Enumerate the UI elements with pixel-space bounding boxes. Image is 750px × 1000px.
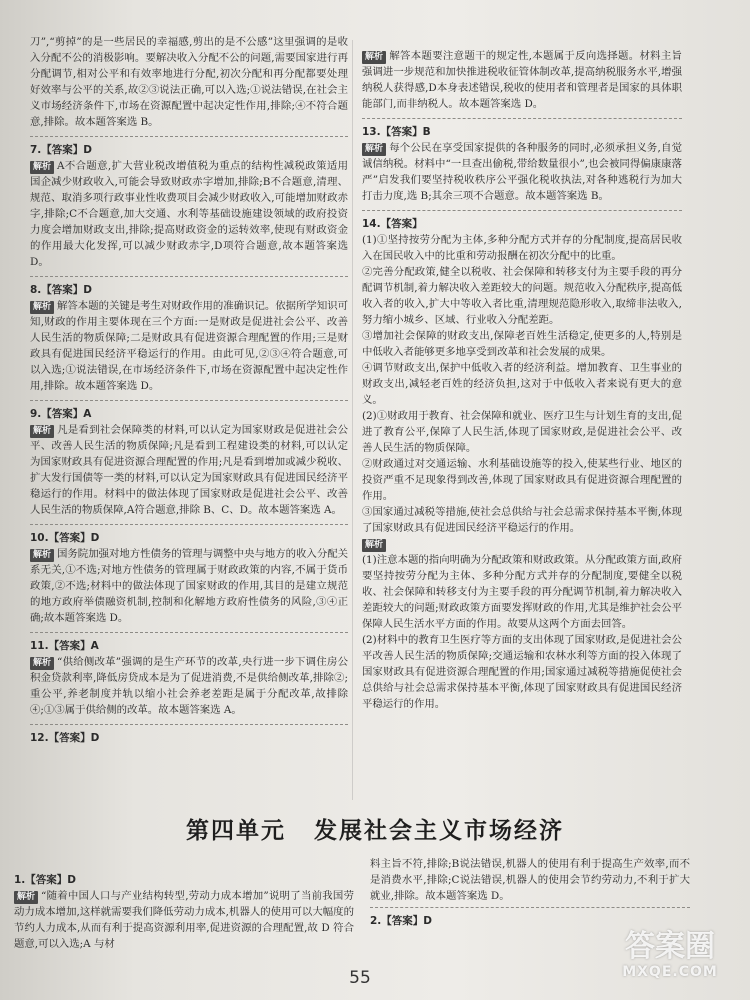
right-column bbox=[362, 48, 682, 718]
answer-14-item: ④调节财政支出,保护中低收入者的经济利益。增加教育、卫生事业的财政支出,减轻老百姓的经济负担,这对于中低收入者来说有更大的意义。 bbox=[362, 362, 682, 406]
intro-paragraph bbox=[30, 34, 348, 130]
separator bbox=[362, 210, 682, 211]
bottom-left-column bbox=[14, 872, 354, 952]
separator bbox=[30, 400, 348, 401]
question-11 bbox=[30, 638, 348, 718]
answer-9: 9.【答案】A bbox=[30, 408, 92, 420]
analysis-tag: 解析 bbox=[30, 425, 54, 438]
question-7 bbox=[30, 142, 348, 270]
question-9 bbox=[30, 406, 348, 518]
analysis-12-block bbox=[362, 48, 682, 112]
answer-14-item: ②财政通过对交通运输、水利基础设施等的投入,使某些行业、地区的投资严重不足现象得到改善,体现了国家财政具有促进资源合理配置的作用。 bbox=[362, 458, 682, 502]
separator bbox=[370, 907, 690, 908]
page-number: 55 bbox=[349, 968, 371, 988]
question-10 bbox=[30, 530, 348, 626]
analysis-9 bbox=[30, 422, 348, 518]
analysis-1-continuation: 料主旨不符,排除;B说法错误,机器人的使用有利于提高生产效率,而不是消费水平,排除;C说法错误,机器人的使用会节约劳动力,不利于扩大就业,排除。故本题答案选 D。 bbox=[370, 858, 690, 902]
answer-7: 7.【答案】D bbox=[30, 144, 93, 156]
answer-13: 13.【答案】B bbox=[362, 126, 431, 138]
answer-11: 11.【答案】A bbox=[30, 640, 99, 652]
watermark-url: MXQE.COM bbox=[622, 964, 718, 980]
analysis-11-text: “供给侧改革”强调的是生产环节的改革,央行进一步下调住房公积金贷款利率,降低房贷成本是为了促进消费,不是供给侧改革,排除②;重公平,养老制度并轨以缩小社会养老差距是属于分配改革,故排除④;①③属于供给侧的改革。故本题答案选 A。 bbox=[30, 656, 348, 716]
analysis-1-text: “随着中国人口与产业结构转型,劳动力成本增加”说明了当前我国劳动力成本增加,这样就需要我们降低劳动力成本,机器人的使用可以大幅度的节约人力成本,从而有利于提高资源利用率,促进资源的合理配置,故 D 符合题意,可以入选;A 与材 bbox=[14, 890, 354, 950]
analysis-13-text: 每个公民在享受国家提供的各种服务的同时,必须承担义务,自觉诚信纳税。材料中“一旦查出偷税,带给数量很小”,也会被同得偏康康落严”启发我们要坚持税收秩序公平强化税收执法,对各种逃税行为加大打击力度,选 B;其余三项不合题意。故本题答案选 B。 bbox=[362, 142, 682, 202]
separator bbox=[30, 524, 348, 525]
question-14 bbox=[362, 216, 682, 712]
question-8 bbox=[30, 282, 348, 394]
separator bbox=[30, 276, 348, 277]
unit-prefix: 第四单元 bbox=[186, 818, 286, 844]
answer-14-item: (2)①财政用于教育、社会保障和就业、医疗卫生与计划生育的支出,促进了教育公平,保障了人民生活,体现了国家财政,是促进社会公平、改善人民生活的物质保障。 bbox=[362, 410, 682, 454]
analysis-14-item: (2)材料中的教育卫生医疗等方面的支出体现了国家财政,是促进社会公平改善人民生活的物质保障;交通运输和农林水利等方面的投入体现了国家财政具有促进资源合理配置的作用;国家通过减税等措施促使社会总供给与社会总需求保持基本平衡,体现了国家财政具有促进国民经济平稳运行的作用。 bbox=[362, 634, 682, 710]
analysis-14-label bbox=[362, 536, 682, 552]
separator bbox=[30, 724, 348, 725]
analysis-9-text: 凡是看到社会保障类的材料,可以认定为国家财政是促进社会公平、改善人民生活的物质保障;凡是看到工程建设类的材料,可以认定为国家财政具有促进资源合理配置的作用;凡是看到增加或减少税收、扩大发行国债等一类的材料,可以认定为国家财政具有促进国民经济平稳运行的作用。材料中的做法体现了国家财政是促进社会公平、改善人民生活的物质保障,A符合题意,排除 B、C、D。故本题答案选 A。 bbox=[30, 424, 348, 516]
analysis-12 bbox=[362, 48, 682, 112]
bottom-right-column bbox=[370, 856, 690, 929]
answer-14-item: (1)①坚持按劳分配为主体,多种分配方式并存的分配制度,提高居民收入在国民收入中的比重和劳动报酬在初次分配中的比重。 bbox=[362, 234, 682, 262]
analysis-tag: 解析 bbox=[362, 143, 386, 156]
analysis-12-text: 解答本题要注意题干的规定性,本题属于反向选择题。材料主旨强调进一步规范和加快推进税收征管体制改革,提高纳税服务水平,增强纳税人获得感,D本身表述错误,税收的使用者和管理者是国家的具体职能部门,而非纳税人。故本题答案选 D。 bbox=[362, 50, 682, 110]
watermark-text: 答案圈 bbox=[625, 929, 715, 964]
column-divider bbox=[352, 40, 353, 800]
analysis-10-text: 国务院加强对地方性债务的管理与调整中央与地方的收入分配关系无关,①不选;对地方性债务的管理属于财政政策的内容,不属于货币政策,②不选;材料中的做法体现了国家财政的作用,其目的是建立规范的地方政府举债融资机制,控制和化解地方政府性债务的风险,③④正确;故本题答案选 D。 bbox=[30, 548, 348, 624]
analysis-tag: 解析 bbox=[30, 161, 54, 174]
analysis-1 bbox=[14, 888, 354, 952]
intro-text: 刀”,“剪掉”的是一些居民的幸福感,剪出的是不公感”这里强调的是收入分配不公的消极影响。要解决收入分配不公的问题,需要国家进行再分配调节,相对公平和有效率地进行分配,初次分配和再分配都要处理好效率与公平的关系,故②③说法正确,可以入选;①说法错误,在社会主义市场经济条件下,市场在资源配置中起决定性作用,排除;④不符合题意,排除。故本题答案选 B。 bbox=[30, 36, 348, 128]
answer-12: 12.【答案】D bbox=[30, 732, 100, 744]
answer-14-item: ②完善分配政策,健全以税收、社会保障和转移支付为主要手段的再分配调节机制,着力解决收入差距较大的问题。规范收入分配秩序,提高低收入者的收入,扩大中等收入者比重,清理规范隐形收入,取缔非法收入,努力缩小城乡、区域、行业收入分配差距。 bbox=[362, 266, 682, 326]
unit-title: 发展社会主义市场经济 bbox=[314, 818, 564, 844]
analysis-tag: 解析 bbox=[14, 891, 38, 904]
answer-1: 1.【答案】D bbox=[14, 874, 77, 886]
analysis-10 bbox=[30, 546, 348, 626]
question-13 bbox=[362, 124, 682, 204]
answer-10: 10.【答案】D bbox=[30, 532, 100, 544]
separator bbox=[362, 118, 682, 119]
analysis-8-text: 解答本题的关键是考生对财政作用的准确识记。依据所学知识可知,财政的作用主要体现在三个方面:一是财政是促进社会公平、改善人民生活的物质保障;二是财政具有促进资源合理配置的作用;三是财政具有促进国民经济平稳运行的作用。由此可见,②③④符合题意,可以入选;①说法错误,在市场经济条件下,市场在资源配置中起决定性作用,排除。故本题答案选 D。 bbox=[30, 300, 348, 392]
question-12 bbox=[30, 730, 348, 746]
analysis-tag: 解析 bbox=[362, 539, 386, 552]
answer-8: 8.【答案】D bbox=[30, 284, 93, 296]
answer-14-item: ③增加社会保障的财政支出,保障老百姓生活稳定,使更多的人,特别是中低收入者能够更多地享受到改革和社会发展的成果。 bbox=[362, 330, 682, 358]
analysis-8 bbox=[30, 298, 348, 394]
analysis-tag: 解析 bbox=[30, 657, 54, 670]
answer-14-item: ③国家通过减税等措施,使社会总供给与社会总需求保持基本平衡,体现了国家财政具有促进国民经济平稳运行的作用。 bbox=[362, 506, 682, 534]
answer-2: 2.【答案】D bbox=[370, 915, 433, 927]
analysis-tag: 解析 bbox=[362, 51, 386, 64]
analysis-tag: 解析 bbox=[30, 549, 54, 562]
answer-14: 14.【答案】 bbox=[362, 218, 423, 230]
analysis-14-item: (1)注意本题的指向明确为分配政策和财政政策。从分配政策方面,政府要坚持按劳分配为主体、多种分配方式并存的分配制度,要健全以税收、社会保障和转移支付为主要手段的再分配调节机制,着力解决收入差距较大的问题;财政政策方面要发挥财政的作用,尤其是维护社会公平保障人民生活水平方面的作用。故要从这两个方面去回答。 bbox=[362, 554, 682, 630]
analysis-13 bbox=[362, 140, 682, 204]
analysis-7-text: A不合题意,扩大营业税改增值税为重点的结构性减税政策适用国企减少财政收入,可能会导致财政赤字增加,排除;B不合题意,清理、规范、取消多项行政事业性收费项目会减少财政收入,可能增加财政赤字,排除;C不合题意,加大交通、水利等基础设施建设领域的政府投资力度会增加财政支出,排除;提高财政资金的运转效率,使现有财政资金的作用最大化发挥,可以减少财政赤字,D项符合题意,故本题答案选 D。 bbox=[30, 160, 348, 268]
left-column bbox=[30, 34, 348, 752]
separator bbox=[30, 136, 348, 137]
analysis-7 bbox=[30, 158, 348, 270]
unit-heading bbox=[0, 812, 750, 845]
watermark-logo bbox=[600, 930, 740, 990]
analysis-11 bbox=[30, 654, 348, 718]
separator bbox=[30, 632, 348, 633]
analysis-tag: 解析 bbox=[30, 301, 54, 314]
